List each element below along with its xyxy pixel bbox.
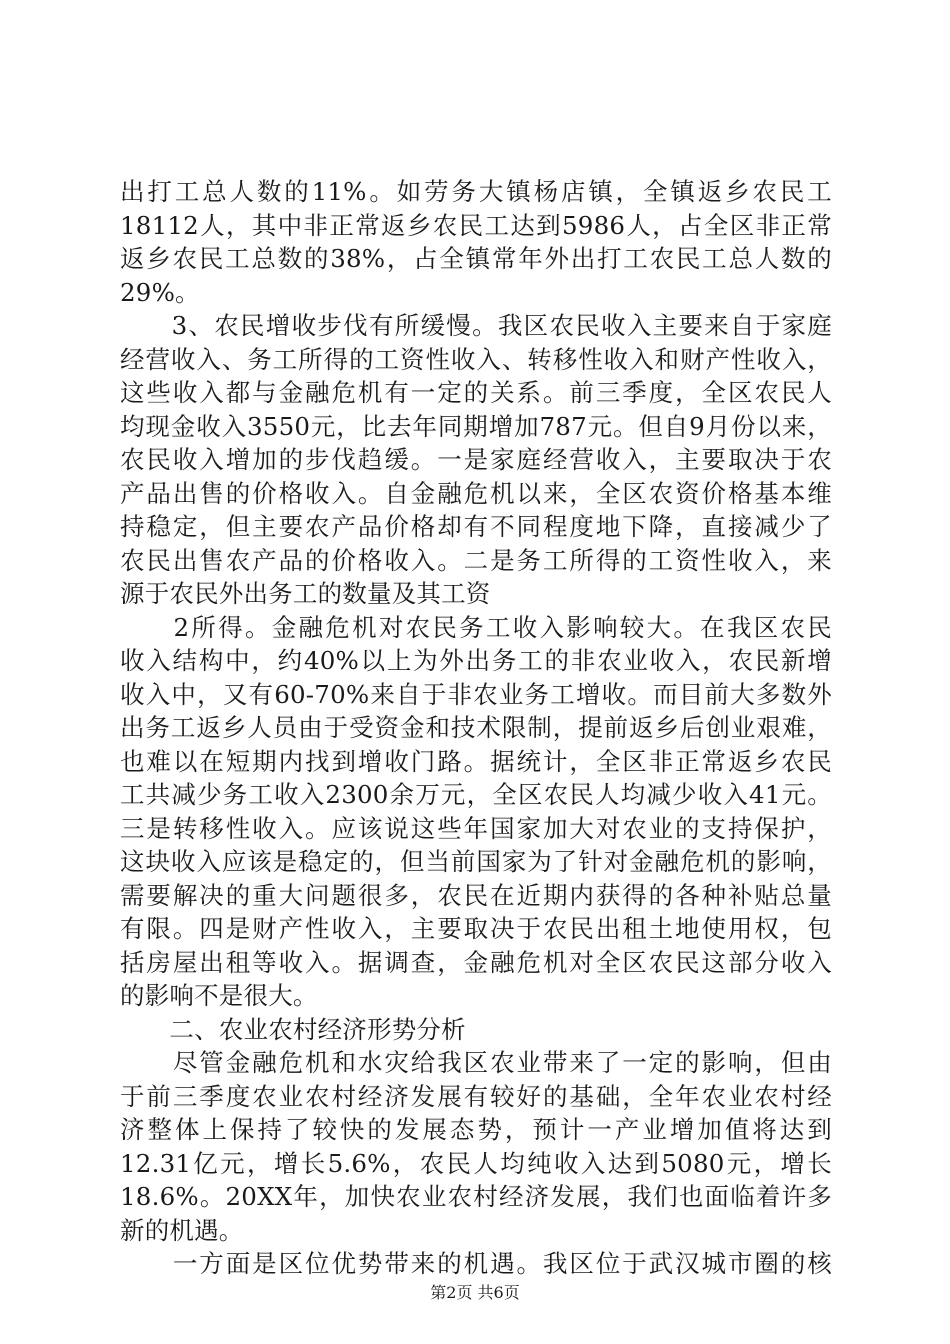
text-line: 18.6%。20XX年，加快农业农村经济发展，我们也面临着许多 xyxy=(120,1182,832,1211)
text-line: 二、农业农村经济形势分析 xyxy=(120,1014,466,1044)
text-line: 12.31亿元，增长5.6%，农民人均纯收入达到5080元，增长 xyxy=(120,1148,832,1178)
text-line: 出务工返乡人员由于受资金和技术限制，提前返乡后创业艰难， xyxy=(120,713,832,742)
text-line: 持稳定，但主要农产品价格却有不同程度地下降，直接减少了 xyxy=(120,512,832,541)
text-line: 经营收入、务工所得的工资性收入、转移性收入和财产性收入， xyxy=(120,344,832,374)
text-line: 这些收入都与金融危机有一定的关系。前三季度，全区农民人 xyxy=(120,378,832,407)
text-line: 于前三季度农业农村经济发展有较好的基础，全年农业农村经 xyxy=(120,1081,832,1111)
text-line: 3、农民增收步伐有所缓慢。我区农民收入主要来自于家庭 xyxy=(120,311,832,340)
text-line: 济整体上保持了较快的发展态势，预计一产业增加值将达到 xyxy=(120,1115,832,1144)
text-line: 29%。 xyxy=(120,277,200,307)
text-line: 的影响不是很大。 xyxy=(120,981,318,1010)
text-line: 收入中，又有60-70%来自于非农业务工增收。而目前大多数外 xyxy=(120,679,832,709)
text-line: 工共减少务工收入2300余万元，全区农民人均减少收入41元。 xyxy=(120,780,832,809)
text-line: 括房屋出租等收入。据调查，金融危机对全区农民这部分收入 xyxy=(120,947,832,977)
text-line: 三是转移性收入。应该说这些年国家加大对农业的支持保护， xyxy=(120,813,832,843)
text-line: 这块收入应该是稳定的，但当前国家为了针对金融危机的影响， xyxy=(120,847,832,876)
text-line: 也难以在短期内找到增收门路。据统计，全区非正常返乡农民 xyxy=(120,746,832,776)
text-line: 出打工总人数的11%。如劳务大镇杨店镇，全镇返乡农民工 xyxy=(120,177,832,206)
document-body xyxy=(120,175,832,1281)
text-line: 一方面是区位优势带来的机遇。我区位于武汉城市圈的核 xyxy=(120,1249,832,1278)
text-line: 尽管金融危机和水灾给我区农业带来了一定的影响，但由 xyxy=(120,1048,832,1077)
text-line: 有限。四是财产性收入，主要取决于农民出租土地使用权，包 xyxy=(120,914,832,943)
text-line: 18112人，其中非正常返乡农民工达到5986人，占全区非正常 xyxy=(120,210,832,240)
text-line: 需要解决的重大问题很多，农民在近期内获得的各种补贴总量 xyxy=(120,880,832,910)
text-line: 新的机遇。 xyxy=(120,1215,244,1245)
text-line: 产品出售的价格收入。自金融危机以来，全区农资价格基本维 xyxy=(120,478,832,508)
text-line: 收入结构中，约40%以上为外出务工的非农业收入，农民新增 xyxy=(120,646,832,675)
page-footer: 第2页 共6页 xyxy=(430,1283,520,1302)
text-line: 农民收入增加的步伐趋缓。一是家庭经营收入，主要取决于农 xyxy=(120,445,832,474)
text-line: 返乡农民工总数的38%，占全镇常年外出打工农民工总人数的 xyxy=(120,244,832,273)
text-line: 2所得。金融危机对农民务工收入影响较大。在我区农民 xyxy=(120,612,832,642)
text-line: 源于农民外出务工的数量及其工资 xyxy=(120,579,491,608)
text-line: 农民出售农产品的价格收入。二是务工所得的工资性收入，来 xyxy=(120,545,832,575)
text-line: 均现金收入3550元，比去年同期增加787元。但自9月份以来， xyxy=(120,411,832,441)
